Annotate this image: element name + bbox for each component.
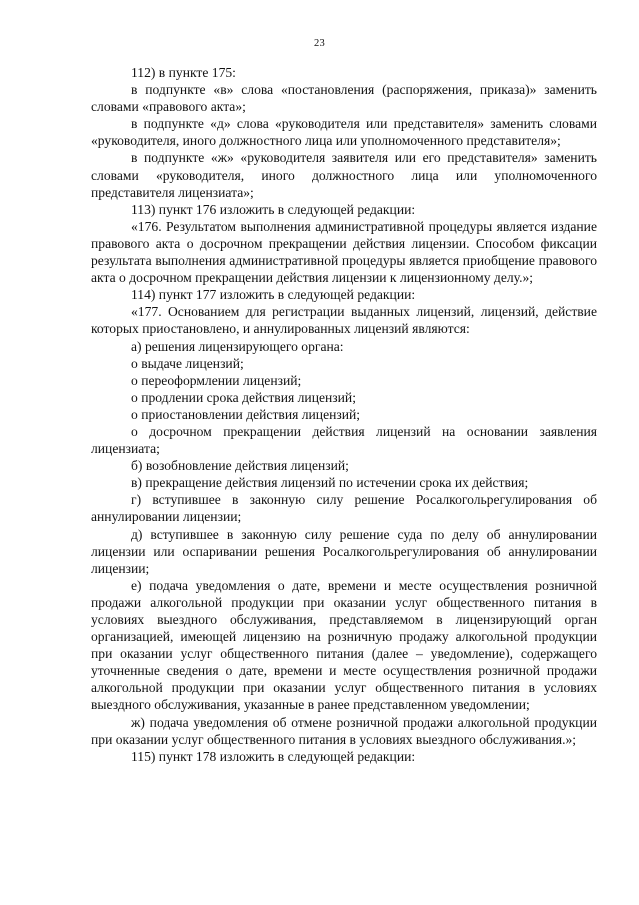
paragraph: 113) пункт 176 изложить в следующей редакции: [131,201,416,217]
paragraph: а) решения лицензирующего органа: [131,338,344,354]
paragraph: г) вступившее в законную силу решение Росалкогольрегулирования об аннулировании лицензии; [91,492,597,525]
paragraph: в подпункте «ж» «руководителя заявителя или его представителя» заменить словами «руководителя, иного должностного лица или уполномоченного представителя лицензиата»; [91,150,597,200]
paragraph: о выдаче лицензий; [131,355,244,371]
paragraph: б) возобновление действия лицензий; [131,458,349,474]
paragraph: в) прекращение действия лицензий по истечении срока их действия; [131,475,529,491]
document-body [91,64,597,765]
paragraph: 115) пункт 178 изложить в следующей редакции: [131,748,416,764]
paragraph: ж) подача уведомления об отмене розничной продажи алкогольной продукции при оказании услуг общественного питания в условиях выездного обслуживания.»; [91,714,597,747]
page-number: 23 [313,38,326,49]
paragraph: в подпункте «д» слова «руководителя или представителя» заменить словами «руководителя, иного должностного лица или уполномоченного представителя»; [91,116,597,149]
paragraph: «176. Результатом выполнения административной процедуры является издание правового акта о досрочном прекращении действия лицензии. Способом фиксации результата выполнения административной процедуры является приобщение правового акта о досрочном прекращении действия лицензии к лицензионному делу.»; [91,218,597,286]
paragraph: д) вступившее в законную силу решение суда по делу об аннулировании лицензии или оспаривании решения Росалкогольрегулирования об аннулировании лицензии; [91,526,597,576]
paragraph: о досрочном прекращении действия лицензий на основании заявления лицензиата; [91,423,597,457]
paragraph: о приостановлении действия лицензий; [131,406,361,422]
paragraph: 114) пункт 177 изложить в следующей редакции: [131,287,416,303]
paragraph: е) подача уведомления о дате, времени и месте осуществления розничной продажи алкогольной продукции при оказании услуг общественного питания в условиях выездного обслуживания, представляемом в лицензирующий орган организацией, имеющей лицензию на розничную продажу алкогольной продукции при оказании услуг общественного питания (далее – уведомление), содержащего уточненные сведения о дате, времени и месте осуществления розничной продажи алкогольной продукции при оказании услуг общественного питания в условиях выездного обслуживания, указанные в ранее представленном уведомлении; [91,577,597,713]
paragraph: «177. Основанием для регистрации выданных лицензий, лицензий, действие которых приостановлено, и аннулированных лицензий являются: [91,304,597,337]
paragraph: о переоформлении лицензий; [131,372,302,388]
paragraph: в подпункте «в» слова «постановления (распоряжения, приказа)» заменить словами «правового акта»; [91,82,597,115]
paragraph: 112) в пункте 175: [131,65,236,80]
paragraph: о продлении срока действия лицензий; [131,389,356,405]
